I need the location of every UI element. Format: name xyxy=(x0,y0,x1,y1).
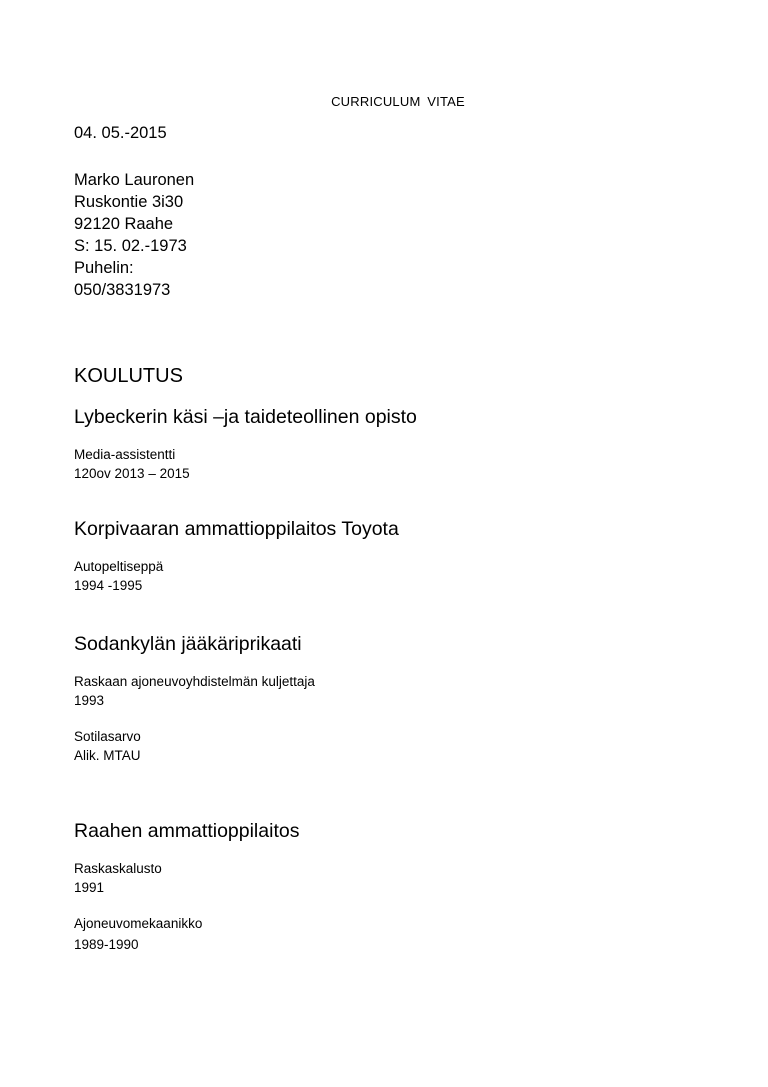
entry-title: Lybeckerin käsi –ja taideteollinen opisto xyxy=(74,406,417,428)
education-entry xyxy=(74,633,315,765)
document-date: 04. 05.-2015 xyxy=(74,124,167,142)
contact-phone-label: Puhelin: xyxy=(74,259,134,277)
education-entry xyxy=(74,518,399,595)
education-entry xyxy=(74,406,417,483)
contact-city: 92120 Raahe xyxy=(74,215,174,233)
entry-title: Korpivaaran ammattioppilaitos Toyota xyxy=(74,518,399,540)
entry-detail: 1991 xyxy=(74,880,105,895)
entry-title: Sodankylän jääkäriprikaati xyxy=(74,633,302,655)
contact-street: Ruskontie 3i30 xyxy=(74,193,184,211)
entry-detail: Autopeltiseppä xyxy=(74,559,164,574)
entry-title: Raahen ammattioppilaitos xyxy=(74,820,300,842)
entry-detail: Sotilasarvo xyxy=(74,729,141,744)
contact-phone-number: 050/3831973 xyxy=(74,281,171,299)
entry-detail: Alik. MTAU xyxy=(74,748,141,763)
contact-name: Marko Lauronen xyxy=(74,171,195,189)
education-entry xyxy=(74,820,299,954)
entry-detail: 120ov 2013 – 2015 xyxy=(74,466,190,481)
entry-spacer xyxy=(74,897,299,914)
entry-detail: 1994 -1995 xyxy=(74,578,143,593)
entry-detail: 1993 xyxy=(74,693,105,708)
entry-detail: Ajoneuvomekaanikko xyxy=(74,916,203,931)
entry-detail: Media-assistentti xyxy=(74,447,176,462)
entry-detail: Raskaskalusto xyxy=(74,861,162,876)
entry-spacer xyxy=(74,710,315,727)
section-heading-education: KOULUTUS xyxy=(74,365,183,387)
contact-info xyxy=(74,169,194,301)
document-title: CURRICULUM VITAE xyxy=(331,94,465,109)
entry-detail: Raskaan ajoneuvoyhdistelmän kuljettaja xyxy=(74,674,315,689)
contact-birthdate: S: 15. 02.-1973 xyxy=(74,237,187,255)
entry-detail: 1989-1990 xyxy=(74,937,139,952)
